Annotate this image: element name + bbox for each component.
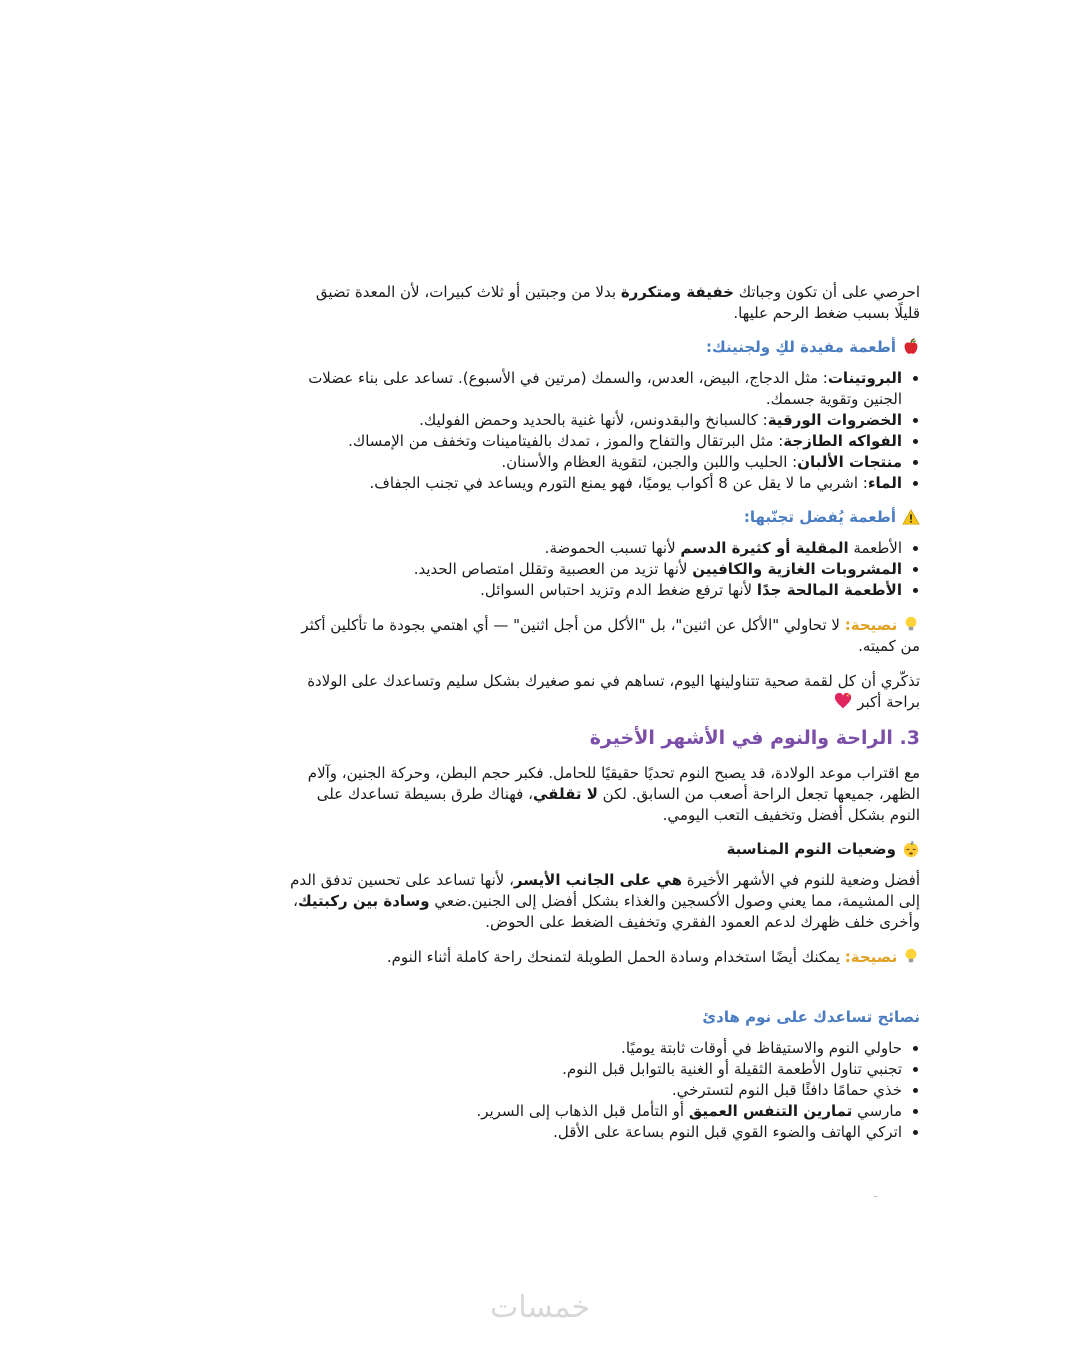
svg-text:z: z <box>910 840 914 847</box>
list-item: • الأطعمة المالحة جدًا لأنها ترفع ضغط الدم وتزيد احتباس السوائل. <box>290 580 902 601</box>
list-item: • الأطعمة المقلية أو كثيرة الدسم لأنها تسبب الحموضة. <box>290 538 902 559</box>
tip-paragraph: نصيحة: يمكنك أيضًا استخدام وسادة الحمل الطويلة لتمنحك راحة كاملة أثناء النوم. <box>290 947 920 968</box>
intro-paragraph: احرصي على أن تكون وجباتك خفيفة ومتكررة بدلا من وجبتين أو ثلاث كبيرات، لأن المعدة تضيق قليلًا بسبب ضغط الرحم عليها. <box>315 283 920 322</box>
good-foods-heading: أطعمة مفيدة لكِ ولجنينك: <box>290 338 920 356</box>
sleepy-face-icon <box>902 840 920 858</box>
list-item: • مارسي تمارين التنفس العميق أو التأمل قبل الذهاب إلى السرير. <box>290 1101 902 1122</box>
watermark-logo: خمسات <box>489 1290 591 1325</box>
list-item: • البروتينات: مثل الدجاج، البيض، العدس، والسمك (مرتين في الأسبوع). تساعد على بناء عضلات الجنين وتقوية جسمك. <box>290 368 902 410</box>
stray-mark <box>874 1196 877 1197</box>
sleep-positions-heading: z وضعيات النوم المناسبة <box>290 840 920 858</box>
section-3-title: 3. الراحة والنوم في الأشهر الأخيرة <box>589 727 920 749</box>
apple-icon <box>902 338 920 356</box>
list-item: • حاولي النوم والاستيقاظ في أوقات ثابتة يوميًا. <box>290 1038 902 1059</box>
list-item: • خذي حمامًا دافئًا قبل النوم لتسترخي. <box>290 1080 902 1101</box>
list-item: • الماء: اشربي ما لا يقل عن 8 أكواب يوميًا، فهو يمنع التورم ويساعد في تجنب الجفاف. <box>290 473 902 494</box>
tip-paragraph: نصيحة: لا تحاولي "الأكل عن اثنين"، بل "الأكل من أجل اثنين" — أي اهتمي بجودة ما تأكلين أكثر من كميته. <box>301 616 920 655</box>
avoid-foods-list <box>290 538 920 601</box>
sleep-tips-heading: نصائح تساعدك على نوم هادئ <box>702 1008 920 1026</box>
good-foods-list <box>290 368 920 494</box>
sleep-positions-paragraph: أفضل وضعية للنوم في الأشهر الأخيرة هي على الجانب الأيسر، لأنها تساعد على تحسين تدفق الدم إلى المشيمة، مما يعني وصول الأكسجين والغذاء بشكل أفضل إلى الجنين.ضعي وسادة بين ركبتيك، وأخرى خلف ظهرك لدعم العمود الفقري وتخفيف الضغط على الحوض. <box>290 871 920 931</box>
sleep-tips-list <box>290 1038 920 1143</box>
list-item: • تجنبي تناول الأطعمة الثقيلة أو الغنية بالتوابل قبل النوم. <box>290 1059 902 1080</box>
warning-icon <box>902 508 920 526</box>
lightbulb-icon <box>902 615 920 633</box>
list-item: • منتجات الألبان: الحليب واللبن والجبن، لتقوية العظام والأسنان. <box>290 452 902 473</box>
list-item: • المشروبات الغازية والكافيين لأنها تزيد من العصبية وتقلل امتصاص الحديد. <box>290 559 902 580</box>
section-3-paragraph: مع اقتراب موعد الولادة، قد يصبح النوم تحديًا حقيقيًا للحامل. فكبر حجم البطن، وحركة الجنين، وآلام الظهر، جميعها تجعل الراحة أصعب من السابق. لكن لا تقلقي، فهناك طرق بسيطة تساعدك على النوم بشكل أفضل وتخفيف التعب اليومي. <box>307 764 920 824</box>
lightbulb-icon <box>902 947 920 965</box>
list-item: • الخضروات الورقية: كالسبانخ والبقدونس، لأنها غنية بالحديد وحمض الفوليك. <box>290 410 902 431</box>
document-body <box>290 282 920 1157</box>
list-item: • اتركي الهاتف والضوء القوي قبل النوم بساعة على الأقل. <box>290 1122 902 1143</box>
heart-icon <box>834 692 852 710</box>
list-item: • الفواكه الطازجة: مثل البرتقال والتفاح والموز ، تمدك بالفيتامينات وتخفف من الإمساك. <box>290 431 902 452</box>
reminder-paragraph: تذكّري أن كل لقمة صحية تتناولينها اليوم، تساهم في نمو صغيرك بشكل سليم وتساعدك على الولادة براحة أكبر <box>307 672 920 711</box>
avoid-foods-heading: أطعمة يُفضل تجنّبها: <box>290 508 920 526</box>
